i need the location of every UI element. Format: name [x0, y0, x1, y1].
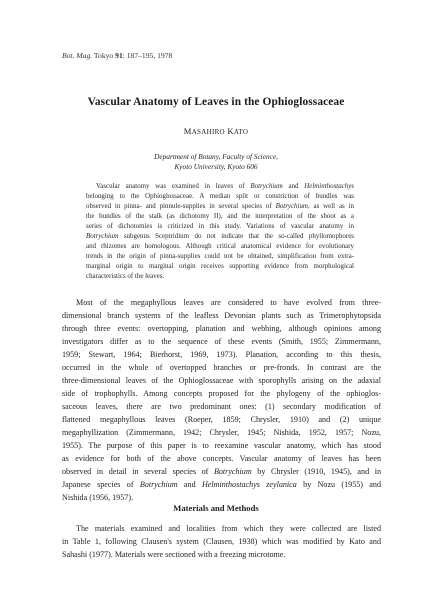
body-line: The materials examined and localities from which they were collected are listed: [76, 524, 381, 533]
body-line: investigators differ as to the sequence of these events (Smith, 1955; Zimmermann,: [62, 337, 381, 346]
body-line: through three events: overtopping, planation and webbing, although opinions among: [62, 324, 381, 333]
body-line: 1959; Stewart, 1964; Bierhorst, 1969, 1973). Planation, according to this thesis,: [62, 350, 381, 359]
body-line: Most of the megaphyllous leaves are considered to have evolved from three-: [76, 298, 381, 307]
journal-city: Tokyo: [92, 51, 116, 60]
body-line: dimensional branch systems of the leafless Devonian plants such as Trimerophytopsida: [62, 311, 381, 320]
section-heading-materials-methods: Materials and Methods: [173, 503, 259, 513]
affiliation-line-2: Kyoto University, Kyoto 606: [174, 162, 258, 171]
abstract-line: Botrychium subgenus Sceptridium do not indicate that the so-called phyllomophores: [86, 232, 354, 240]
abstract-line: belonging to the Ophioglossaceae. A median split or constriction of bundles was: [86, 192, 354, 200]
body-line: observed in detail in several species of Botrychium by Chrysler (1910, 1945), and in: [62, 467, 381, 476]
journal-pages-year: : 187–195, 1978: [122, 51, 173, 60]
abstract-line: series of dichotomies is criticized in this study. Variations of vascular anatomy in: [86, 222, 354, 230]
body-line: Nishida (1956, 1957).: [62, 493, 134, 502]
body-line: saceous leaves, there are two predominant ones: (1) secondary modification of: [62, 402, 381, 411]
journal-citation: [62, 51, 172, 60]
affiliation-line-1: Department of Botany, Faculty of Science,: [154, 152, 278, 161]
body-line: flattened megaphyllous leaves (Roeper, 1859; Chrysler, 1910) and (2) unique: [62, 415, 381, 424]
abstract-line: characteristics of the leaves.: [86, 272, 165, 280]
body-line: 1955). The purpose of this paper is to reexamine vascular anatomy, which has stood: [62, 441, 381, 450]
journal-volume: 91: [115, 51, 123, 60]
abstract-line: marginal origin to marginal origin receives supporting evidence from morphological: [86, 262, 354, 270]
body-line: Japanese species of Botrychium and Helminthostachys zeylanica by Nozu (1955) and: [62, 480, 381, 489]
body-line: occurred in the whole of overtopped branches or pre-fronds. In contrast are the: [62, 363, 381, 372]
body-line: megaphyllization (Zimmermann, 1942; Chrysler, 1945; Nishida, 1952, 1957; Nozu,: [62, 428, 381, 437]
abstract-line: the bundles of the stalk (as dichotomy II), and the interpretation of the shoot as a: [86, 212, 354, 220]
body-line: in Table 1, following Clausen's system (Clausen, 1938) which was modified by Kato and: [62, 537, 381, 546]
author-name: MASAHIRO KATO: [183, 126, 249, 136]
abstract-line: Vascular anatomy was examined in leaves of Botrychium and Helminthostachys: [96, 182, 354, 190]
body-line: as evidence for both of the above concepts. Vascular anatomy of leaves has been: [62, 454, 381, 463]
abstract-line: observed in pinna- and pinnule-supplies in several species of Botrychium, as well as in: [86, 202, 354, 210]
body-line: Sahashi (1977). Materials were sectioned with a freezing microtome.: [62, 550, 286, 559]
journal-name: Bot. Mag.: [62, 51, 93, 60]
body-line: side of trophophylls. Among concepts proposed for the phylogeny of the ophioglos-: [62, 389, 381, 398]
body-line: three-dimensional leaves of the Ophioglossaceae with sporophylls arising on the adaxial: [62, 376, 381, 385]
abstract-line: and rhizomes are homologous. Although critical anatomical evidence for evolutionary: [86, 242, 354, 250]
paper-title: Vascular Anatomy of Leaves in the Ophioglossaceae: [87, 96, 345, 108]
abstract-line: trends in the origin of pinna-supplies could not be obtained, simplification from extra-: [86, 252, 354, 260]
